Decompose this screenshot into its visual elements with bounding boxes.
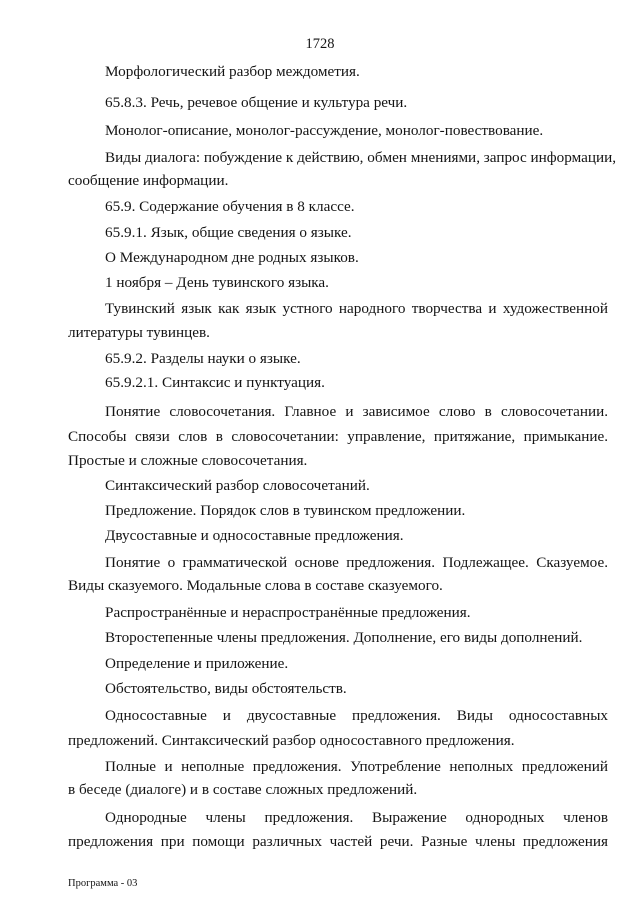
text-line: 65.9.2.1. Синтаксис и пунктуация. xyxy=(105,374,325,391)
text-line: Односоставные и двусоставные предложения. Виды односоставных xyxy=(105,707,608,724)
text-line: Морфологический разбор междометия. xyxy=(105,63,360,80)
text-line: 1 ноября – День тувинского языка. xyxy=(105,274,329,291)
text-line: Распространённые и нераспространённые предложения. xyxy=(105,604,471,621)
text-line: 65.9. Содержание обучения в 8 классе. xyxy=(105,198,355,215)
text-line: Синтаксический разбор словосочетаний. xyxy=(105,477,370,494)
text-line: предложения при помощи различных частей речи. Разные члены предложения xyxy=(68,833,608,850)
text-line: Монолог-описание, монолог-рассуждение, монолог-повествование. xyxy=(105,122,544,139)
text-line: литературы тувинцев. xyxy=(68,324,210,341)
text-line: Двусоставные и односоставные предложения. xyxy=(105,527,404,544)
text-line: в беседе (диалоге) и в составе сложных предложений. xyxy=(68,781,418,798)
text-line: Понятие о грамматической основе предложения. Подлежащее. Сказуемое. xyxy=(105,554,608,571)
text-line: Второстепенные члены предложения. Дополнение, его виды дополнений. xyxy=(105,629,583,646)
text-line: Однородные члены предложения. Выражение однородных членов xyxy=(105,809,608,826)
text-line: Понятие словосочетания. Главное и зависимое слово в словосочетании. xyxy=(105,403,608,420)
text-line: Простые и сложные словосочетания. xyxy=(68,452,308,469)
text-line: Тувинский язык как язык устного народного творчества и художественной xyxy=(105,300,608,317)
text-line: О Международном дне родных языков. xyxy=(105,249,359,266)
text-line: Виды диалога: побуждение к действию, обмен мнениями, запрос информации, xyxy=(105,149,617,166)
text-line: Виды сказуемого. Модальные слова в составе сказуемого. xyxy=(68,577,443,594)
text-line: сообщение информации. xyxy=(68,172,229,189)
text-line: предложений. Синтаксический разбор односоставного предложения. xyxy=(68,732,515,749)
text-line: 65.8.3. Речь, речевое общение и культура речи. xyxy=(105,94,408,111)
footer-label: Программа - 03 xyxy=(68,878,138,889)
text-line: Способы связи слов в словосочетании: управление, притяжание, примыкание. xyxy=(68,428,608,445)
text-line: Полные и неполные предложения. Употребление неполных предложений xyxy=(105,758,608,775)
text-line: 65.9.1. Язык, общие сведения о языке. xyxy=(105,224,352,241)
text-line: Обстоятельство, виды обстоятельств. xyxy=(105,680,347,697)
text-line: 65.9.2. Разделы науки о языке. xyxy=(105,350,301,367)
page-number: 1728 xyxy=(305,36,335,52)
text-line: Определение и приложение. xyxy=(105,655,289,672)
text-line: Предложение. Порядок слов в тувинском предложении. xyxy=(105,502,466,519)
